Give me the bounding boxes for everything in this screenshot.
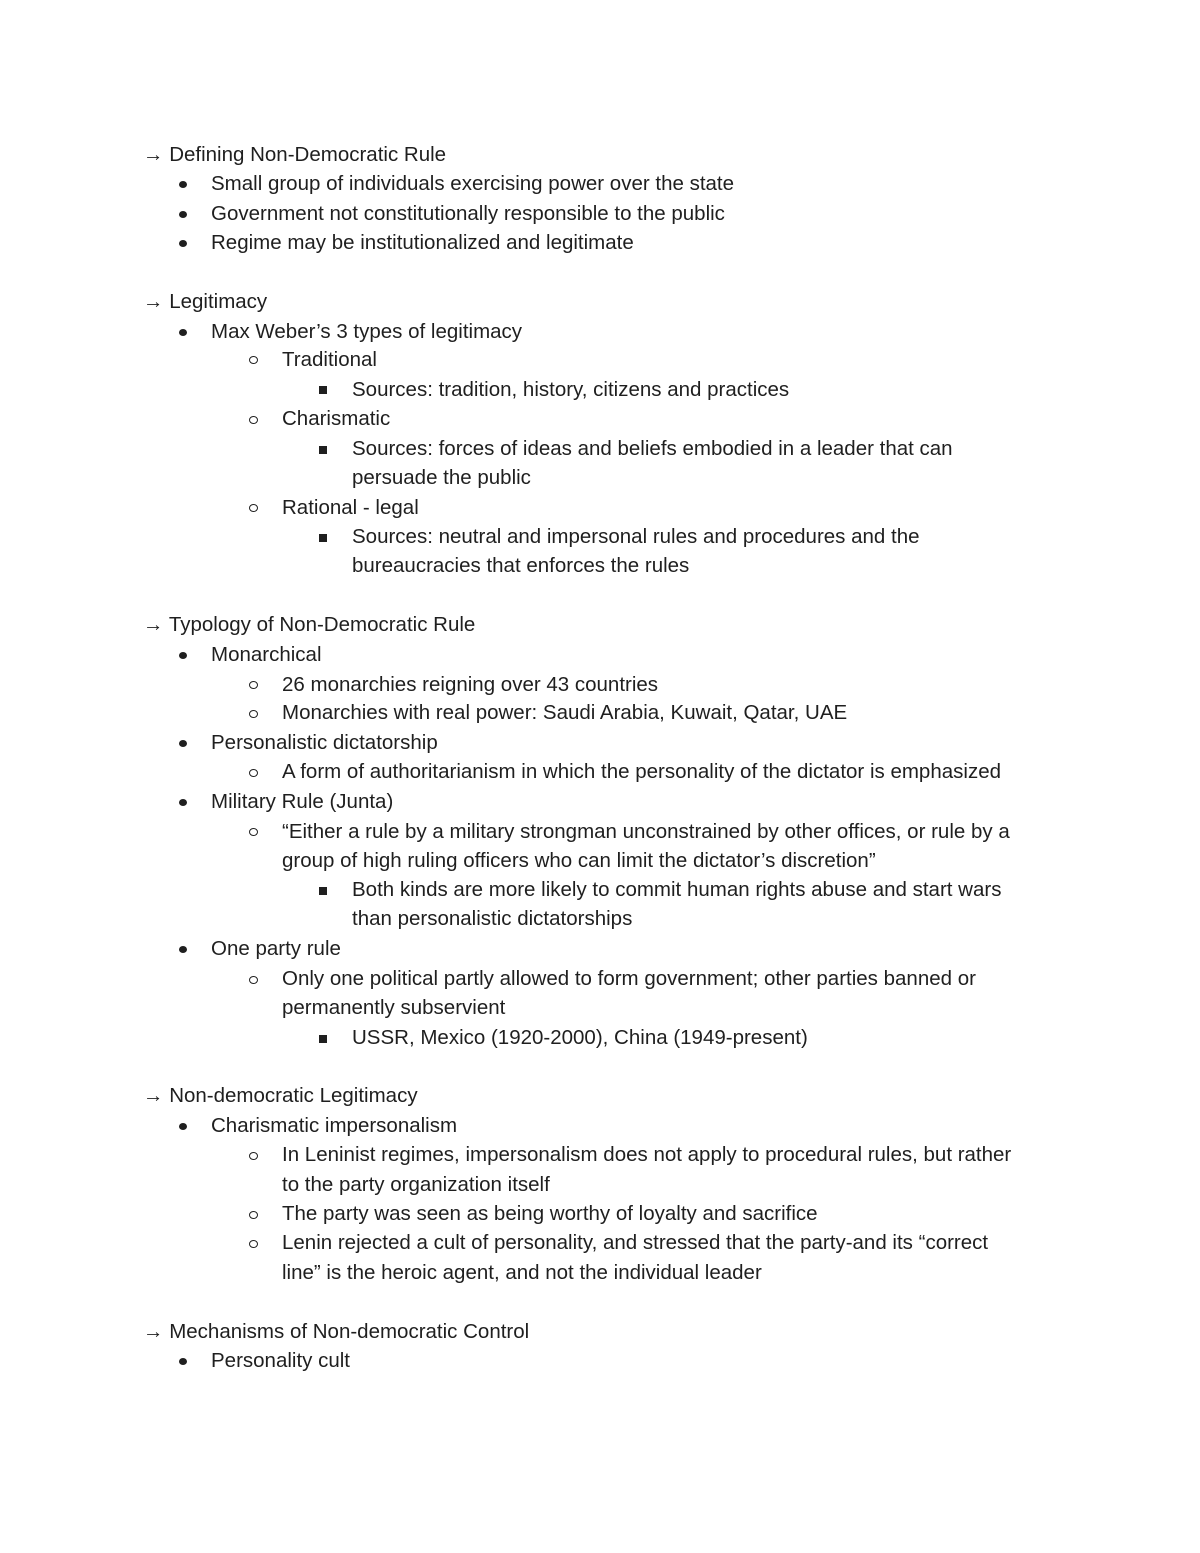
list-item: Small group of individuals exercising power over the state: [211, 172, 735, 195]
bullet-disc-icon: [179, 1123, 187, 1130]
bullet-circle-icon: [249, 1211, 258, 1219]
list-item: “Either a rule by a military strongman unconstrained by other offices, or rule by a: [282, 820, 1010, 843]
list-item: USSR, Mexico (1920-2000), China (1949-present): [352, 1026, 808, 1049]
bullet-disc-icon: [179, 799, 187, 806]
list-item: Traditional: [282, 348, 377, 371]
list-item: Personality cult: [211, 1349, 351, 1372]
bullet-circle-icon: [249, 828, 258, 836]
list-item-continuation: line” is the heroic agent, and not the individual leader: [282, 1261, 762, 1284]
section-heading-defining: → Defining Non-Democratic Rule: [143, 143, 447, 166]
section-heading-legitimacy: → Legitimacy: [143, 290, 268, 313]
list-item: Charismatic: [282, 407, 391, 430]
bullet-disc-icon: [179, 1358, 187, 1365]
bullet-disc-icon: [179, 652, 187, 659]
list-item: Only one political partly allowed to form government; other parties banned or: [282, 967, 976, 990]
list-item: Regime may be institutionalized and legitimate: [211, 231, 634, 254]
list-item-continuation: group of high ruling officers who can limit the dictator’s discretion”: [282, 849, 876, 872]
list-item: 26 monarchies reigning over 43 countries: [282, 673, 659, 696]
list-item: Both kinds are more likely to commit human rights abuse and start wars: [352, 878, 1002, 901]
section-heading-nondemocratic-legitimacy: → Non-democratic Legitimacy: [143, 1084, 418, 1107]
list-item-continuation: persuade the public: [352, 466, 531, 489]
bullet-square-icon: [319, 446, 327, 454]
list-item: Monarchical: [211, 643, 322, 666]
list-item: Military Rule (Junta): [211, 790, 394, 813]
section-heading-mechanisms: → Mechanisms of Non-democratic Control: [143, 1320, 530, 1343]
list-item: Lenin rejected a cult of personality, and stressed that the party-and its “correct: [282, 1231, 989, 1254]
bullet-square-icon: [319, 386, 327, 394]
bullet-square-icon: [319, 534, 327, 542]
list-item: Sources: neutral and impersonal rules and procedures and the: [352, 525, 920, 548]
list-item-continuation: bureaucracies that enforces the rules: [352, 554, 690, 577]
list-item-continuation: permanently subservient: [282, 996, 506, 1019]
bullet-circle-icon: [249, 416, 258, 424]
bullet-disc-icon: [179, 329, 187, 336]
bullet-square-icon: [319, 1035, 327, 1043]
bullet-circle-icon: [249, 769, 258, 777]
list-item: Max Weber’s 3 types of legitimacy: [211, 320, 523, 343]
list-item: Government not constitutionally responsible to the public: [211, 202, 725, 225]
section-heading-typology: → Typology of Non-Democratic Rule: [143, 613, 476, 636]
list-item: Monarchies with real power: Saudi Arabia, Kuwait, Qatar, UAE: [282, 701, 848, 724]
list-item: The party was seen as being worthy of loyalty and sacrifice: [282, 1202, 818, 1225]
list-item: Sources: tradition, history, citizens and practices: [352, 378, 790, 401]
list-item: Sources: forces of ideas and beliefs embodied in a leader that can: [352, 437, 953, 460]
bullet-disc-icon: [179, 181, 187, 188]
list-item-continuation: than personalistic dictatorships: [352, 907, 633, 930]
list-item-continuation: to the party organization itself: [282, 1173, 550, 1196]
bullet-circle-icon: [249, 976, 258, 984]
bullet-circle-icon: [249, 504, 258, 512]
bullet-square-icon: [319, 887, 327, 895]
list-item: In Leninist regimes, impersonalism does not apply to procedural rules, but rather: [282, 1143, 1012, 1166]
bullet-disc-icon: [179, 946, 187, 953]
bullet-circle-icon: [249, 1240, 258, 1248]
bullet-disc-icon: [179, 740, 187, 747]
bullet-circle-icon: [249, 1152, 258, 1160]
bullet-disc-icon: [179, 211, 187, 218]
list-item: Personalistic dictatorship: [211, 731, 438, 754]
bullet-circle-icon: [249, 356, 258, 364]
bullet-disc-icon: [179, 240, 187, 247]
bullet-circle-icon: [249, 710, 258, 718]
list-item: Charismatic impersonalism: [211, 1114, 458, 1137]
bullet-circle-icon: [249, 681, 258, 689]
list-item: A form of authoritarianism in which the personality of the dictator is emphasized: [282, 760, 1001, 783]
list-item: One party rule: [211, 937, 341, 960]
list-item: Rational - legal: [282, 496, 419, 519]
